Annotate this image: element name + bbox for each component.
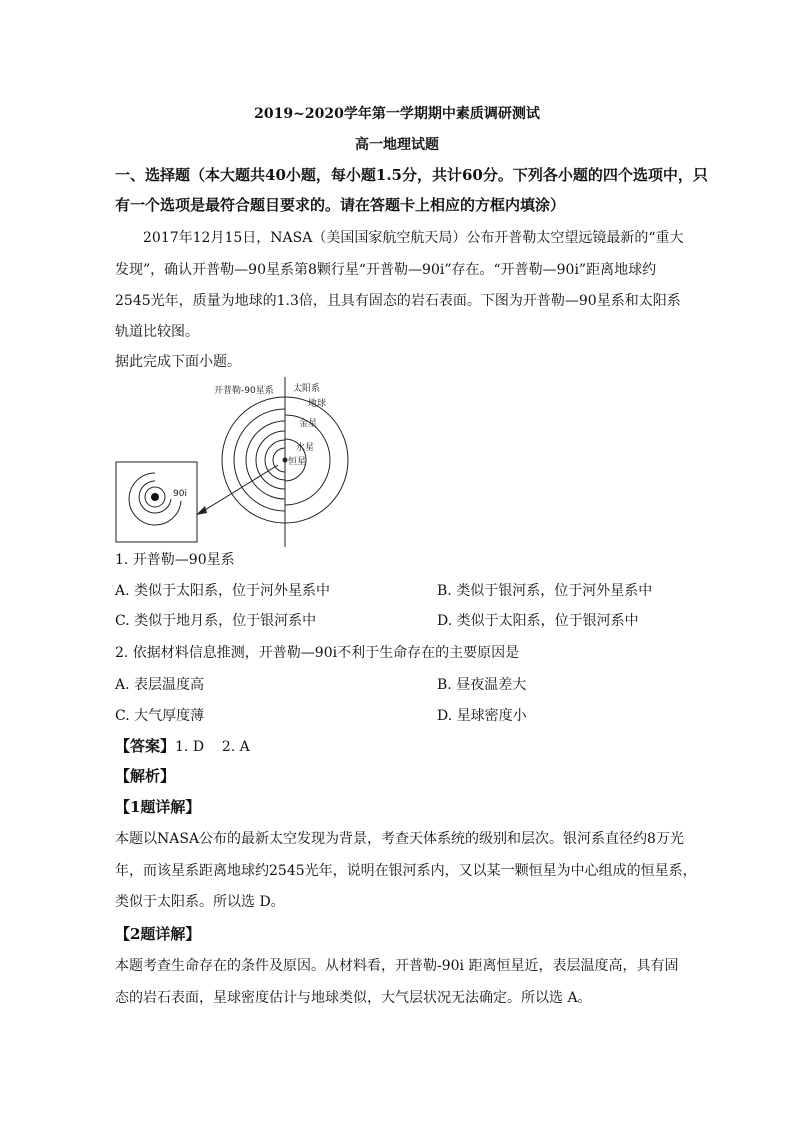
question-1-option-a: A. 类似于太阳系，位于河外星系中 — [115, 583, 331, 599]
planet-90i-label: 90i — [173, 489, 187, 499]
material-line3: 2545光年，质量为地球的1.3倍，且具有固态的岩石表面。下图为开普勒—90星系和太阳系 — [115, 293, 681, 309]
material-line2: 发现”，确认开普勒—90星系第8颗行星“开普勒—90i”存在。“开普勒—90i”距离地球约 — [115, 262, 657, 278]
detail-1-label: 【1题详解】 — [115, 798, 201, 816]
kepler-orbit-2 — [234, 409, 285, 511]
question-1-option-d: D. 类似于太阳系，位于银河系中 — [437, 613, 639, 629]
material-line1: 2017年12月15日，NASA（美国国家航空航天局）公布开普勒太空望远镜最新的“重大 — [143, 230, 684, 246]
earth-label: 地球 — [308, 399, 327, 409]
analysis-label: 【解析】 — [115, 767, 176, 785]
detail-2-line2: 态的岩石表面，星球密度估计与地球类似，大气层状况无法确定。所以选 A。 — [115, 990, 592, 1006]
section-instructions-line1: 一、选择题（本大题共40小题，每小题1.5分，共计60分。下列各小题的四个选项中，只 — [115, 166, 708, 184]
kepler-system-label: 开普勒-90星系 — [214, 386, 274, 396]
question-2-option-b: B. 昼夜温差大 — [437, 677, 527, 693]
exam-title: 2019~2020学年第一学期期中素质调研测试 — [254, 106, 540, 122]
inset-star — [151, 493, 159, 501]
zoom-arrow-line — [200, 465, 278, 513]
solar-system-label: 太阳系 — [293, 384, 321, 394]
zoom-arrow-head — [196, 506, 207, 515]
detail-2-line1: 本题考查生命存在的条件及原因。从材料看，开普勒-90i 距离恒星近，表层温度高，具有固 — [115, 958, 679, 974]
answer-value: 1. D 2. A — [175, 739, 250, 755]
question-1-stem: 1. 开普勒—90星系 — [115, 552, 235, 568]
orbit-comparison-diagram — [112, 375, 362, 550]
question-1-option-c: C. 类似于地月系，位于银河系中 — [115, 613, 317, 629]
detail-1-line1: 本题以NASA公布的最新太空发现为背景，考查天体系统的级别和层次。银河系直径约8万光 — [115, 831, 684, 847]
material-line4: 轨道比较图。 — [115, 324, 199, 340]
question-2-stem: 2. 依据材料信息推测，开普勒—90i不利于生命存在的主要原因是 — [115, 645, 520, 661]
venus-label: 金星 — [299, 419, 318, 429]
star-dot — [283, 458, 288, 463]
star-label: 恒星 — [288, 457, 307, 467]
answer-row — [115, 736, 250, 757]
kepler-orbit-5 — [265, 440, 285, 480]
question-2-option-a: A. 表层温度高 — [115, 677, 205, 693]
question-2-option-d: D. 星球密度小 — [437, 708, 527, 724]
kepler-orbit-1 — [222, 397, 285, 523]
section-instructions-line2: 有一个选项是最符合题目要求的。请在答题卡上相应的方框内填涂） — [115, 196, 566, 214]
detail-2-label: 【2题详解】 — [115, 925, 201, 943]
answer-label: 【答案】 — [115, 737, 176, 755]
detail-1-line3: 类似于太阳系。所以选 D。 — [115, 894, 285, 910]
material-prompt: 据此完成下面小题。 — [115, 354, 241, 370]
question-2-option-c: C. 大气厚度薄 — [115, 708, 205, 724]
inset-box — [116, 462, 197, 542]
mercury-label: 水星 — [296, 443, 315, 453]
exam-subtitle: 高一地理试题 — [355, 137, 439, 153]
kepler-orbit-4 — [256, 431, 285, 489]
question-1-option-b: B. 类似于银河系，位于河外星系中 — [437, 583, 653, 599]
detail-1-line2: 年，而该星系距离地球约2545光年，说明在银河系内，又以某一颗恒星为中心组成的恒星系， — [115, 863, 697, 879]
